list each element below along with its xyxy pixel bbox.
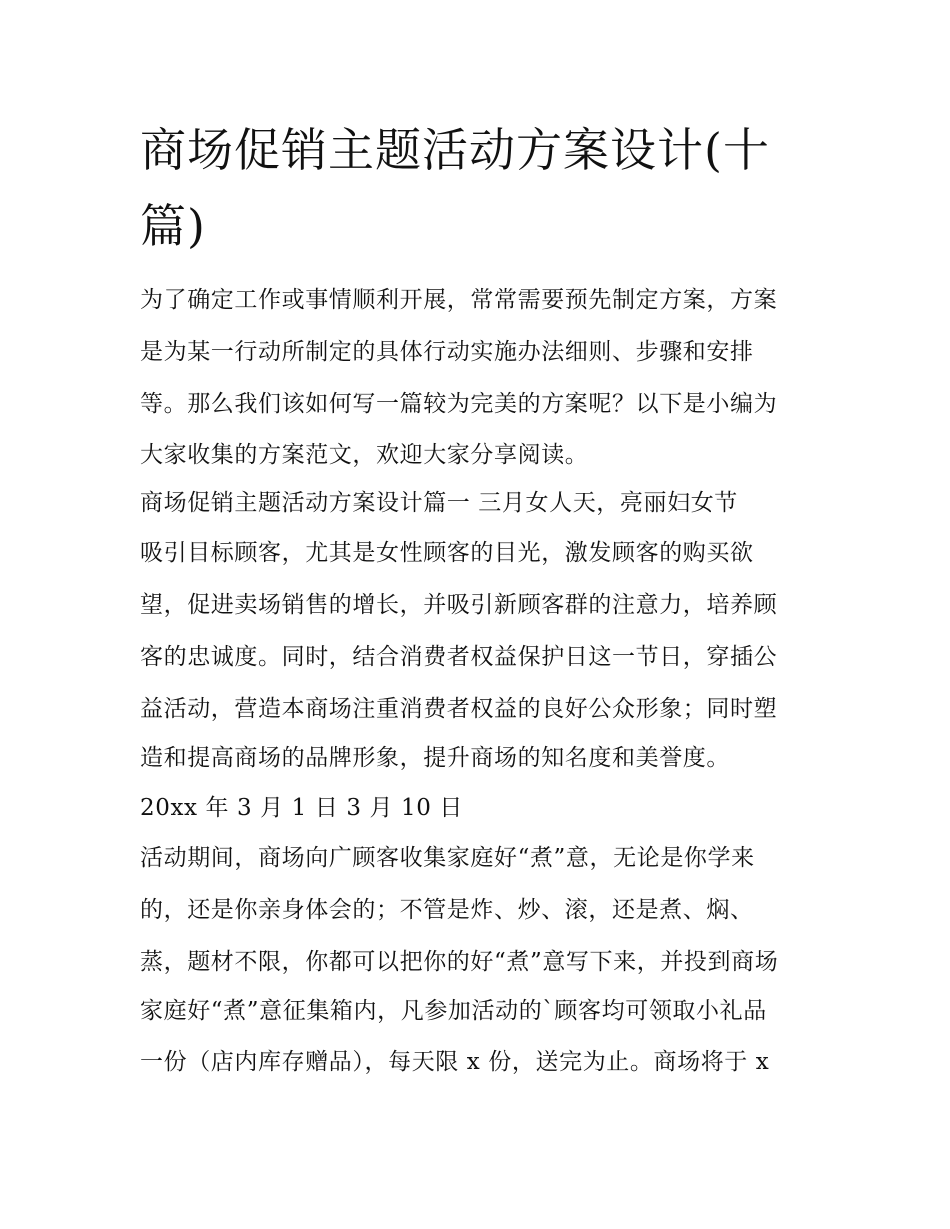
title-line-2: 篇) (140, 199, 206, 253)
body-line-5: 商场促销主题活动方案设计篇一 三月女人天，亮丽妇女节 (140, 490, 738, 516)
body-line-8: 客的忠诚度。同时，结合消费者权益保护日这一节日，穿插公 (140, 644, 778, 670)
body-line-12: 活动期间，商场向广顾客收集家庭好“煮”意，无论是你学来 (140, 845, 755, 871)
body-line-10: 造和提高商场的品牌形象，提升商场的知名度和美誉度。 (140, 745, 730, 771)
body-line-2: 是为某一行动所制定的具体行动实施办法细则、步骤和安排 (140, 339, 754, 365)
body-line-15: 家庭好“煮”意征集箱内，凡参加活动的`顾客均可领取小礼品 (140, 998, 767, 1024)
title-line-1: 商场促销主题活动方案设计(十 (140, 123, 770, 177)
body-line-7: 望，促进卖场销售的增长，并吸引新顾客群的注意力，培养顾 (140, 592, 778, 618)
body-line-3: 等。那么我们该如何写一篇较为完美的方案呢？以下是小编为 (140, 391, 778, 417)
body-line-13: 的，还是你亲身体会的；不管是炸、炒、滚，还是煮、焖、 (140, 897, 754, 923)
body-line-16: 一份（店内库存赠品），每天限 x 份，送完为止。商场将于 x (140, 1049, 770, 1075)
body-line-4: 大家收集的方案范文，欢迎大家分享阅读。 (140, 442, 589, 468)
body-line-11-date: 20xx 年 3 月 1 日 3 月 10 日 (140, 795, 463, 821)
body-line-14: 蒸，题材不限，你都可以把你的好“煮”意写下来，并投到商场 (140, 949, 779, 975)
document-title (140, 112, 820, 264)
body-line-9: 益活动，营造本商场注重消费者权益的良好公众形象；同时塑 (140, 696, 778, 722)
body-line-6: 吸引目标顾客，尤其是女性顾客的目光，激发顾客的购买欲 (140, 540, 754, 566)
body-line-1: 为了确定工作或事情顺利开展，常常需要预先制定方案，方案 (140, 287, 778, 313)
